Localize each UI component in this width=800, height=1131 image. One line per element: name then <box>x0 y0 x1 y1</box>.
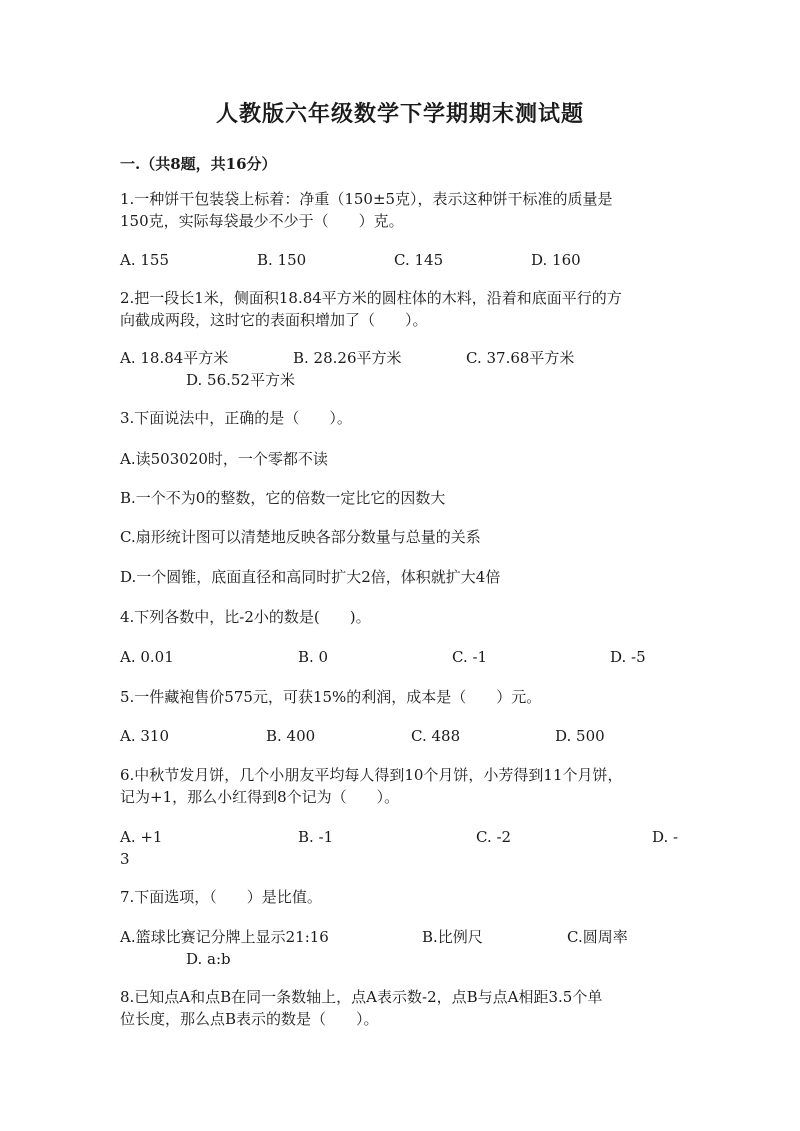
question-3-option-a: A.读503020时，一个零都不读 <box>120 450 328 468</box>
question-4-option-c: C. -1 <box>452 648 488 666</box>
question-1-line-1: 1.一种饼干包装袋上标着：净重（150±5克），表示这种饼干标准的质量是 <box>120 190 613 208</box>
question-6-line-1: 6.中秋节发月饼，几个小朋友平均每人得到10个月饼，小芳得到11个月饼， <box>120 766 623 784</box>
question-1-option-c: C. 145 <box>394 251 444 269</box>
page-title: 人教版六年级数学下学期期末测试题 <box>215 101 584 127</box>
question-2-line-2: 向截成两段，这时它的表面积增加了（ ）。 <box>120 311 428 329</box>
question-4-line-1: 4.下列各数中，比-2小的数是( )。 <box>120 608 371 626</box>
question-7-option-d: D. a:b <box>186 950 231 968</box>
section-heading: 一.（共8题，共16分） <box>120 155 277 173</box>
question-5-option-b: B. 400 <box>266 727 316 745</box>
question-2-option-a: A. 18.84平方米 <box>120 349 229 367</box>
question-3-option-b: B.一个不为0的整数，它的倍数一定比它的因数大 <box>120 489 446 507</box>
question-4-option-d: D. -5 <box>610 648 646 666</box>
question-8-line-1: 8.已知点A和点B在同一条数轴上，点A表示数-2，点B与点A相距3.5个单 <box>120 988 603 1006</box>
question-6-option-d-continued: 3 <box>120 850 130 868</box>
question-7-option-b: B.比例尺 <box>422 928 483 946</box>
question-7-option-a: A.篮球比赛记分牌上显示21:16 <box>120 928 329 946</box>
question-6-option-b: B. -1 <box>298 828 334 846</box>
question-6-option-a: A. +1 <box>120 828 163 846</box>
question-3-line-1: 3.下面说法中，正确的是（ ）。 <box>120 409 352 427</box>
question-1-option-b: B. 150 <box>257 251 307 269</box>
question-4-option-b: B. 0 <box>298 648 329 666</box>
question-7-option-c: C.圆周率 <box>567 928 628 946</box>
question-4-option-a: A. 0.01 <box>120 648 174 666</box>
question-3-option-c: C.扇形统计图可以清楚地反映各部分数量与总量的关系 <box>120 528 481 546</box>
question-5-option-d: D. 500 <box>555 727 605 745</box>
question-2-option-b: B. 28.26平方米 <box>293 349 402 367</box>
question-3-option-d: D.一个圆锥，底面直径和高同时扩大2倍，体积就扩大4倍 <box>120 568 501 586</box>
question-1-option-a: A. 155 <box>120 251 169 269</box>
question-7-line-1: 7.下面选项，（ ）是比值。 <box>120 888 322 906</box>
question-5-option-a: A. 310 <box>120 727 169 745</box>
question-1-option-d: D. 160 <box>531 251 581 269</box>
question-6-option-d: D. - <box>652 828 679 846</box>
question-6-option-c: C. -2 <box>476 828 512 846</box>
question-6-line-2: 记为+1，那么小红得到8个记为（ ）。 <box>120 788 400 806</box>
question-2-option-c: C. 37.68平方米 <box>466 349 575 367</box>
question-2-line-1: 2.把一段长1米，侧面积18.84平方米的圆柱体的木料，沿着和底面平行的方 <box>120 289 622 307</box>
question-2-option-d: D. 56.52平方米 <box>186 371 295 389</box>
question-1-line-2: 150克，实际每袋最少不少于（ ）克。 <box>120 212 404 230</box>
question-8-line-2: 位长度，那么点B表示的数是（ ）。 <box>120 1010 379 1028</box>
question-5-option-c: C. 488 <box>411 727 461 745</box>
question-5-line-1: 5.一件藏袍售价575元，可获15%的利润，成本是（ ）元。 <box>120 688 542 706</box>
